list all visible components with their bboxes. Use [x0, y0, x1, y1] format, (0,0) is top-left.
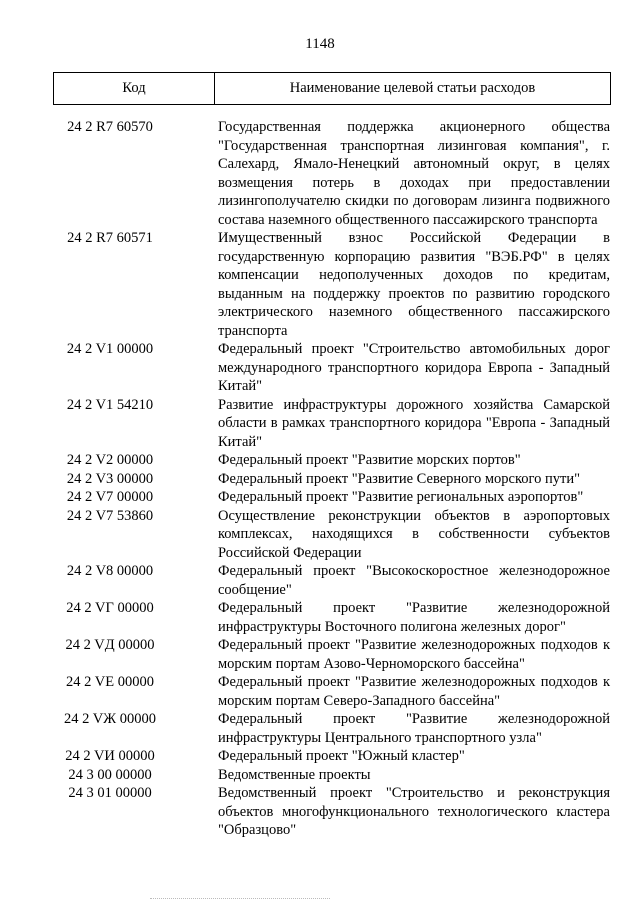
row-name: Ведомственный проект "Строительство и реконструкция объектов многофункционального технологического кластера "Образцово": [218, 785, 610, 838]
row-name: Имущественный взнос Российской Федерации в государственную корпорацию развития "ВЭБ.РФ" в целях компенсации недополученных доходов по кредитам, выданным на поддержку проектов по развитию городского электрического наземного общественного пассажирского транспорта: [218, 230, 610, 339]
table-header: [53, 72, 611, 105]
row-name: Федеральный проект "Развитие железнодорожной инфраструктуры Восточного полигона железных дорог": [218, 600, 610, 635]
row-code: 24 2 V7 00000: [66, 489, 154, 505]
table-row: [0, 636, 640, 673]
row-code: 24 2 VЖ 00000: [63, 711, 157, 727]
row-code: 24 2 V3 00000: [66, 470, 154, 487]
row-code: 24 2 V8 00000: [66, 563, 154, 579]
row-code: 24 2 VД 00000: [65, 637, 155, 653]
page-number: 1148: [305, 36, 335, 52]
row-name: Федеральный проект "Развитие региональных аэропортов": [218, 489, 584, 505]
scan-artifact: [150, 898, 330, 903]
row-name: Осуществление реконструкции объектов в аэропортовых комплексах, находящихся в собственности субъектов Российской Федерации: [218, 507, 610, 561]
table-row: [0, 784, 640, 840]
row-name: Федеральный проект "Строительство автомобильных дорог международного транспортного коридора Европа - Западный Китай": [218, 341, 610, 394]
row-code: 24 2 VГ 00000: [66, 600, 154, 616]
row-code: 24 2 R7 60570: [67, 119, 153, 135]
table-body: [0, 118, 640, 840]
table-row: [0, 488, 640, 507]
header-name-label: Наименование целевой статьи расходов: [289, 80, 536, 96]
table-row: [0, 340, 640, 396]
table-row: [0, 673, 640, 710]
row-code: 24 2 V2 00000: [66, 452, 154, 468]
row-name: Федеральный проект "Высокоскоростное железнодорожное сообщение": [218, 563, 610, 598]
table-row: [0, 710, 640, 747]
row-name: Федеральный проект "Развитие железнодорожных подходов к морским портам Северо-Западного бассейна": [218, 674, 610, 709]
row-name: Ведомственные проекты: [218, 766, 371, 783]
row-name: Федеральный проект "Развитие железнодорожной инфраструктуры Центрального транспортного узла": [218, 711, 610, 746]
row-code: 24 2 VИ 00000: [65, 748, 155, 764]
table-row: [0, 747, 640, 766]
row-name: Государственная поддержка акционерного общества "Государственная транспортная лизинговая компания", г. Салехард, Ямало-Ненецкий автономный округ, в целях возмещения потерь в доходах при предоставлении лизингополучателю скидки по договорам лизинга подвижного состава наземного общественного пассажирского транспорта: [218, 119, 610, 228]
row-name: Развитие инфраструктуры дорожного хозяйства Самарской области в рамках транспортного коридора "Европа - Западный Китай": [218, 396, 610, 450]
row-name: Федеральный проект "Развитие железнодорожных подходов к морским портам Азово-Черноморского бассейна": [218, 637, 610, 672]
table-row: [0, 229, 640, 340]
table-row: [0, 599, 640, 636]
table-row: [0, 507, 640, 563]
row-name: Федеральный проект "Развитие Северного морского пути": [218, 470, 581, 487]
table-row: [0, 562, 640, 599]
header-code-label: Код: [54, 73, 215, 104]
row-code: 24 2 V1 54210: [66, 396, 154, 413]
table-row: [0, 470, 640, 489]
table-row: [0, 766, 640, 785]
table-row: [0, 118, 640, 229]
row-name: Федеральный проект "Развитие морских портов": [218, 452, 521, 468]
row-code: 24 2 R7 60571: [67, 230, 153, 246]
row-code: 24 3 00 00000: [68, 766, 152, 783]
row-code: 24 3 01 00000: [68, 785, 152, 801]
table-row: [0, 396, 640, 452]
row-code: 24 2 V7 53860: [66, 507, 154, 524]
row-code: 24 2 VE 00000: [66, 674, 154, 690]
row-code: 24 2 V1 00000: [66, 341, 154, 357]
row-name: Федеральный проект "Южный кластер": [218, 748, 465, 764]
table-row: [0, 451, 640, 470]
